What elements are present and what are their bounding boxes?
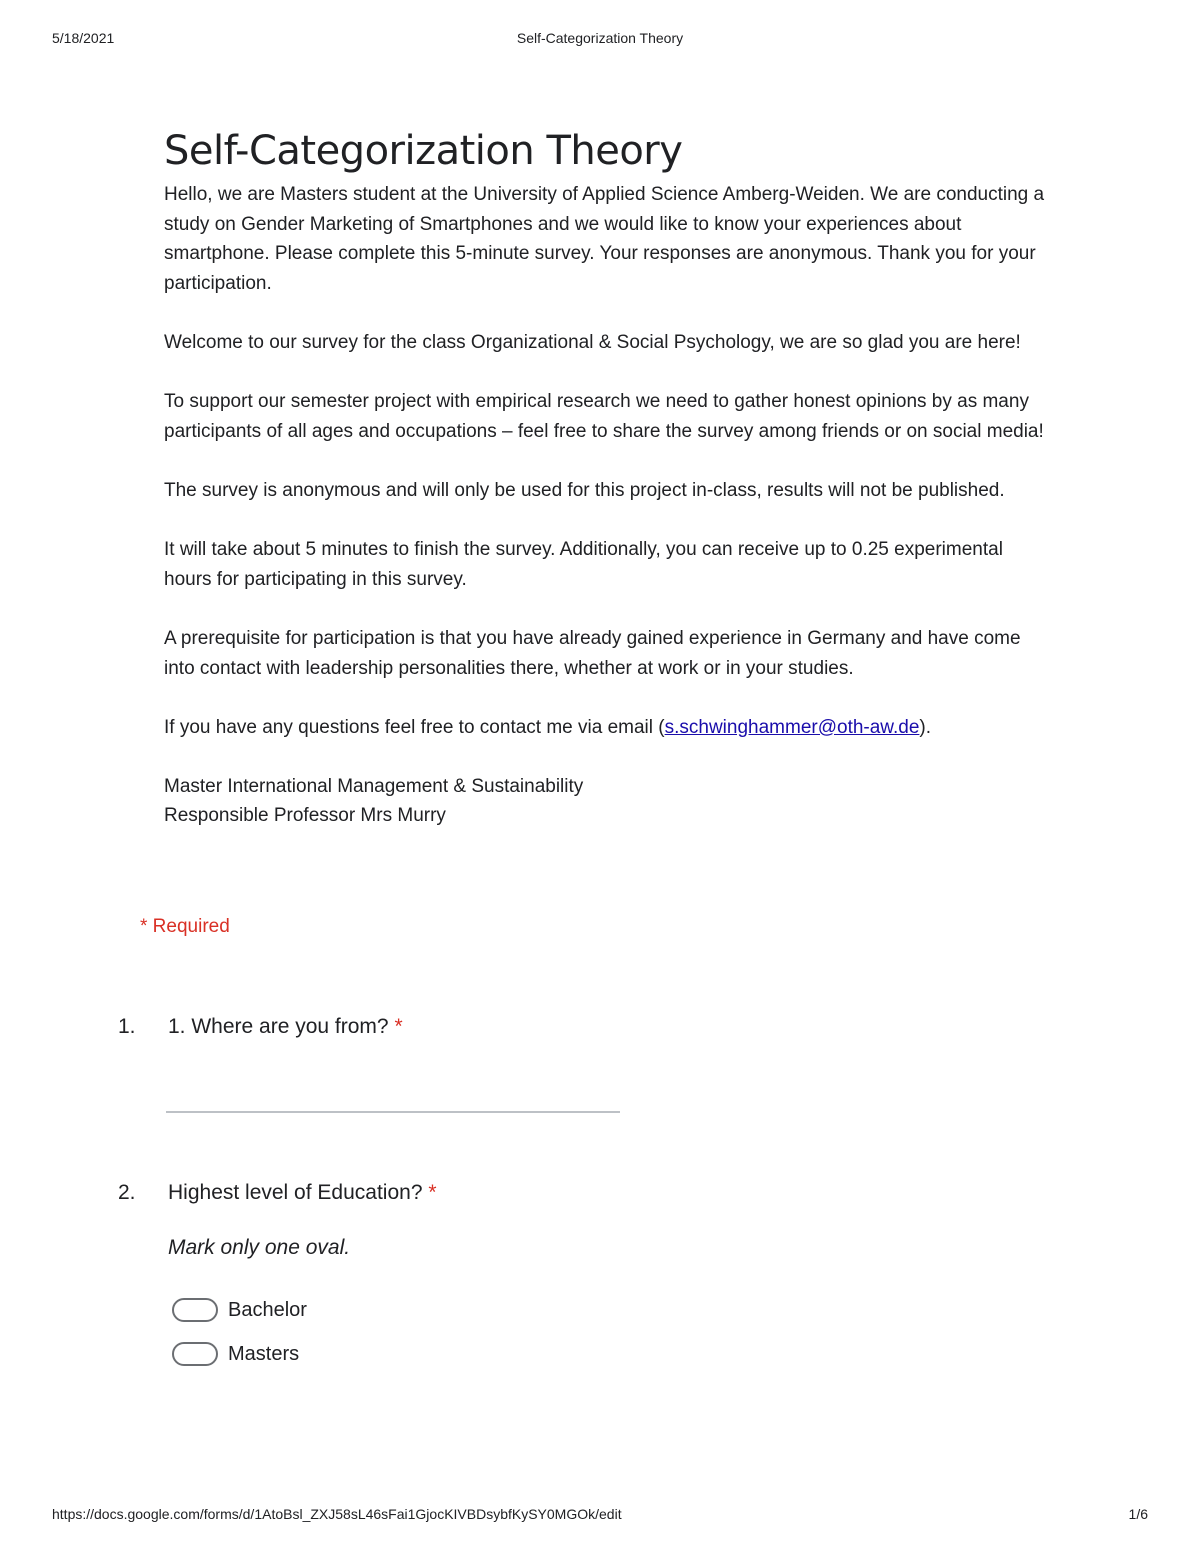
question-title-text: Highest level of Education? [168, 1181, 423, 1204]
question-title [168, 1015, 403, 1039]
print-url: https://docs.google.com/forms/d/1AtoBsl_ZXJ58sL46sFai1GjocKIVBDsybfKySY0MGOk/edit [52, 1506, 622, 1522]
contact-text-before: If you have any questions feel free to contact me via email ( [164, 716, 665, 738]
print-page-number: 1/6 [1128, 1506, 1148, 1522]
print-page-title: Self-Categorization Theory [516, 30, 684, 46]
form-title: Self-Categorization Theory [164, 128, 683, 174]
radio-oval-icon[interactable] [172, 1342, 218, 1366]
contact-email-link[interactable]: s.schwinghammer@oth-aw.de [664, 716, 920, 738]
required-asterisk: * [394, 1015, 403, 1038]
question-title-text: 1. Where are you from? [168, 1015, 389, 1038]
description-program: Master International Management & Sustainability [164, 775, 584, 797]
required-asterisk: * [428, 1181, 437, 1204]
radio-oval-icon[interactable] [172, 1298, 218, 1322]
question-instruction: Mark only one oval. [168, 1236, 351, 1259]
description-professor: Responsible Professor Mrs Murry [164, 805, 446, 827]
print-footer [52, 1506, 1148, 1526]
short-answer-input[interactable] [166, 1111, 620, 1113]
description-paragraph-contact [164, 713, 1054, 743]
required-note: * Required [140, 916, 230, 937]
form-description [164, 180, 1054, 831]
option-label: Masters [228, 1343, 300, 1365]
print-date: 5/18/2021 [52, 30, 115, 46]
description-paragraph-duration: It will take about 5 minutes to finish the survey. Additionally, you can receive up to 0.25 experimental hours for participating in this survey. [164, 539, 1003, 590]
description-paragraph-welcome: Welcome to our survey for the class Organizational & Social Psychology, we are so glad you are here! [164, 331, 1021, 353]
description-paragraph-intro: Hello, we are Masters student at the University of Applied Science Amberg-Weiden. We are conducting a study on Gender Marketing of Smartphones and we would like to know your experiences about smartphone. Please complete this 5-minute survey. Your responses are anonymous. Thank you for your participation. [164, 184, 1045, 294]
question-number: 2. [118, 1181, 136, 1204]
description-paragraph-anonymous: The survey is anonymous and will only be used for this project in-class, results will not be published. [164, 479, 1005, 501]
question-title [168, 1181, 437, 1205]
question-number: 1. [118, 1015, 136, 1038]
contact-text-after: ). [919, 716, 932, 738]
print-header [52, 30, 1148, 50]
description-paragraph-prerequisite: A prerequisite for participation is that you have already gained experience in Germany and have come into contact with leadership personalities there, whether at work or in your studies. [164, 627, 1021, 679]
description-paragraph-support: To support our semester project with empirical research we need to gather honest opinions by as many participants of all ages and occupations – feel free to share the survey among friends or on social media! [164, 391, 1044, 442]
option-label: Bachelor [228, 1299, 307, 1321]
